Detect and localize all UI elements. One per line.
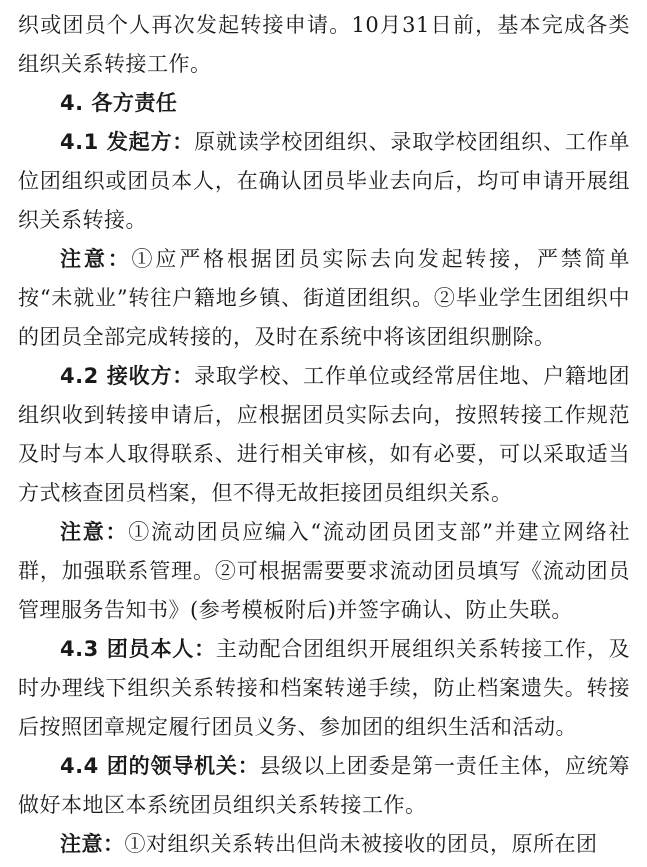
section-4-2-lead: 4.2 接收方：: [60, 364, 195, 388]
section-4-1: [18, 123, 630, 240]
section-4-3: [18, 630, 630, 747]
note-3-lead: 注意：: [60, 832, 125, 856]
note-1: [18, 240, 630, 357]
section-4-1-lead: 4.1 发起方：: [60, 130, 195, 154]
note-2: [18, 513, 630, 630]
note-3-body: ①对组织关系转出但尚未被接收的团员，原所在团: [124, 832, 598, 856]
note-1-body: ①应严格根据团员实际去向发起转接，严禁简单按“未就业”转往户籍地乡镇、街道团组织。②毕业学生团组织中的团员全部完成转接的，及时在系统中将该团组织删除。: [18, 247, 631, 349]
section-4-1-body: 原就读学校团组织、录取学校团组织、工作单位团组织或团员本人，在确认团员毕业去向后，均可申请开展组织关系转接。: [18, 130, 631, 232]
section-4-3-body: 主动配合团组织开展组织关系转接工作，及时办理线下组织关系转接和档案转递手续，防止档案遗失。转接后按照团章规定履行团员义务、参加团的组织生活和活动。: [18, 637, 631, 739]
section-4-2-body: 录取学校、工作单位或经常居住地、户籍地团组织收到转接申请后，应根据团员实际去向，按照转接工作规范及时与本人取得联系、进行相关审核，如有必要，可以采取适当方式核查团员档案，但不得无故拒接团员组织关系。: [18, 364, 631, 505]
section-4-2: [18, 357, 630, 513]
note-1-lead: 注意：: [60, 247, 132, 271]
intro-paragraph: [18, 6, 630, 84]
section-4-4-body: 县级以上团委是第一责任主体，应统筹做好本地区本系统团员组织关系转接工作。: [18, 754, 631, 817]
section-heading: 4. 各方责任: [60, 91, 178, 115]
section-4-4: [18, 747, 630, 825]
note-2-body: ①流动团员应编入“流动团员团支部”并建立网络社群，加强联系管理。②可根据需要要求流动团员填写《流动团员管理服务告知书》(参考模板附后)并签字确认、防止失联。: [18, 520, 631, 622]
section-4-4-lead: 4.4 团的领导机关：: [60, 754, 260, 778]
note-3: [18, 825, 630, 864]
section-4-3-lead: 4.3 团员本人：: [60, 637, 216, 661]
intro-text: 织或团员个人再次发起转接申请。10月31日前，基本完成各类组织关系转接工作。: [18, 13, 630, 76]
note-2-lead: 注意：: [60, 520, 129, 544]
